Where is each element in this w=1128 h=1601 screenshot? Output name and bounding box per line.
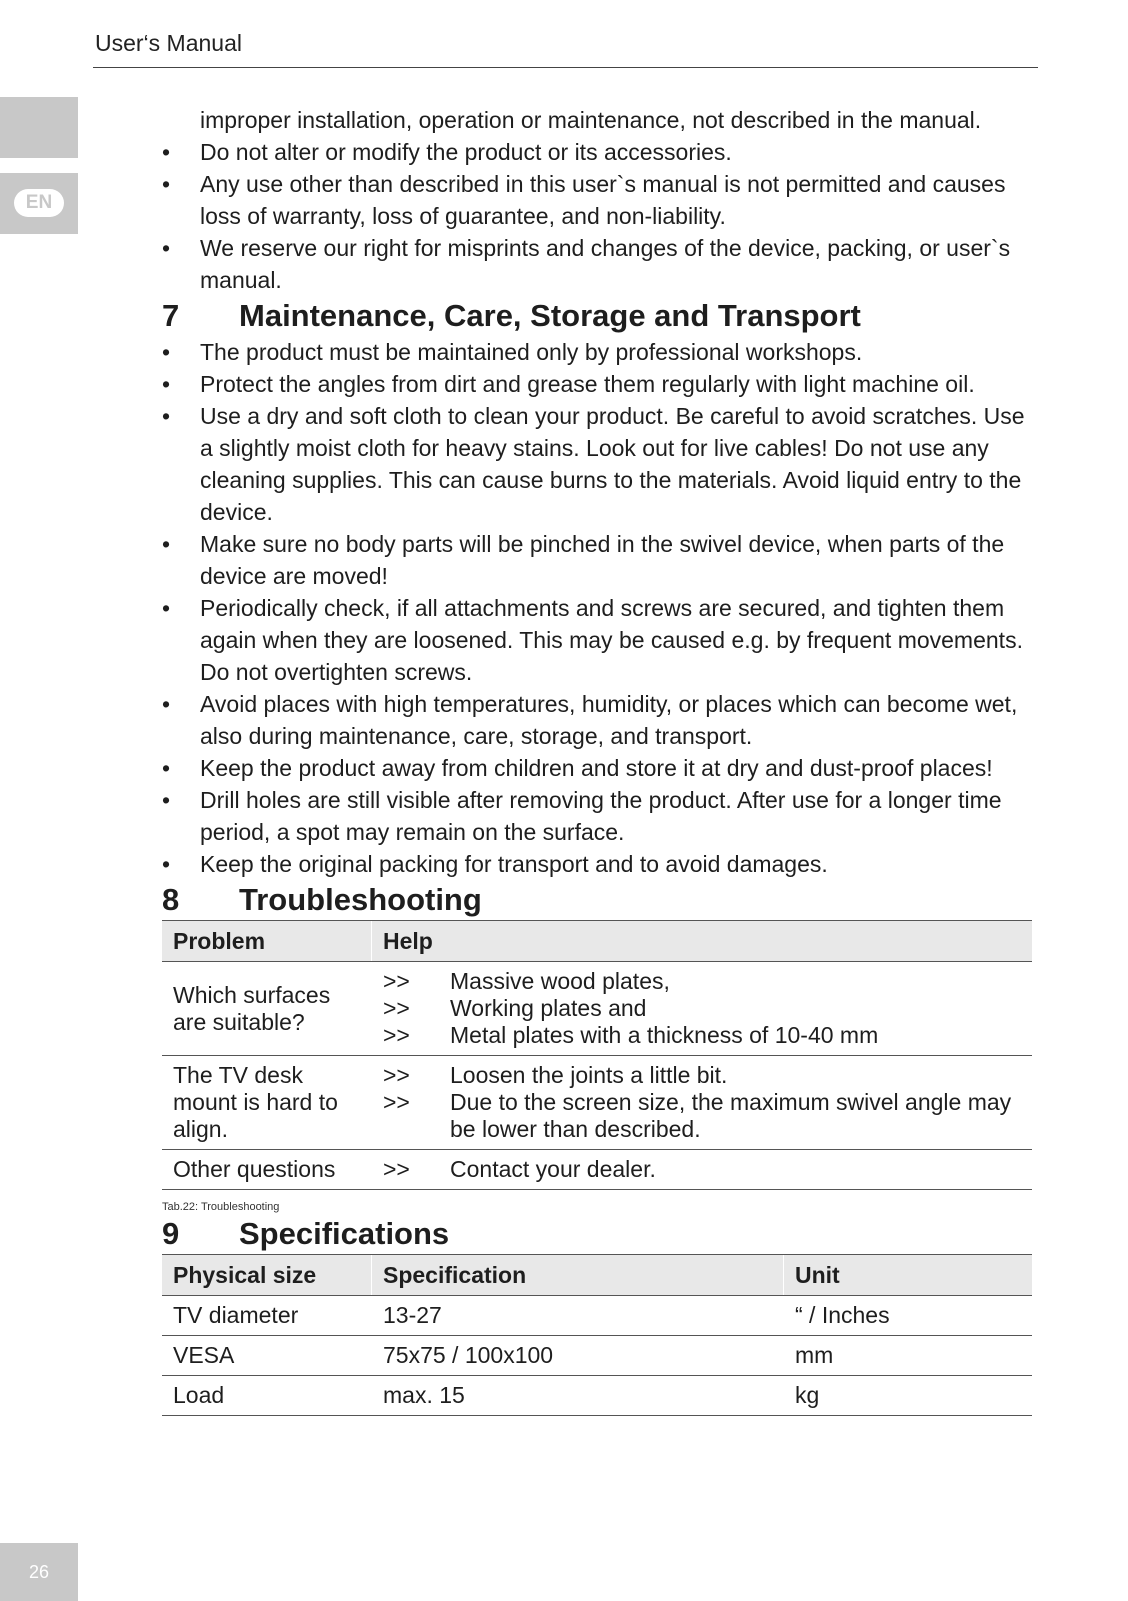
specifications-table — [162, 1254, 1032, 1416]
table-row — [162, 1336, 1032, 1376]
section-title: Maintenance, Care, Storage and Transport — [239, 298, 861, 333]
problem-cell: Which surfaces are suitable? — [162, 962, 372, 1056]
language-badge: EN — [14, 189, 64, 217]
table-row — [162, 1296, 1032, 1336]
page-number: 26 — [0, 1543, 78, 1601]
section-number: 8 — [162, 882, 180, 917]
spec-cell: TV diameter — [162, 1296, 372, 1336]
spec-cell: VESA — [162, 1336, 372, 1376]
section-8-heading — [162, 880, 1042, 920]
list-item: • Any use other than described in this user`s manual is not permitted and causes loss of warranty, loss of guarantee, and non-liability. — [162, 168, 1042, 232]
list-item: • Keep the product away from children and store it at dry and dust-proof places! — [162, 752, 1042, 784]
table-row — [162, 962, 1032, 1056]
list-item: • Make sure no body parts will be pinched in the swivel device, when parts of the device are moved! — [162, 528, 1042, 592]
help-arrow: >> — [383, 1156, 410, 1182]
help-arrow: >> — [383, 1089, 410, 1115]
table-row — [162, 1056, 1032, 1150]
column-header-help: Help — [372, 921, 1033, 962]
list-item: • The product must be maintained only by professional workshops. — [162, 336, 1042, 368]
help-line — [383, 1062, 1021, 1089]
list-item: • Periodically check, if all attachments and screws are secured, and tighten them again when they are loosened. This may be caused e.g. by frequent movements. Do not overtighten screws. — [162, 592, 1042, 688]
spec-cell: 75x75 / 100x100 — [372, 1336, 784, 1376]
help-line — [383, 995, 1021, 1022]
spec-cell: kg — [784, 1376, 1033, 1416]
problem-cell: Other questions — [162, 1150, 372, 1190]
help-arrow: >> — [383, 995, 410, 1021]
column-header-specification: Specification — [372, 1255, 784, 1296]
section-title: Troubleshooting — [239, 882, 482, 917]
help-line — [383, 1156, 1021, 1183]
spec-cell: Load — [162, 1376, 372, 1416]
section-9-heading — [162, 1214, 1042, 1254]
list-item: • Protect the angles from dirt and grease them regularly with light machine oil. — [162, 368, 1042, 400]
section-title: Specifications — [239, 1216, 450, 1251]
maintenance-list — [162, 336, 1042, 880]
help-cell — [372, 1150, 1033, 1190]
table-header-row — [162, 1255, 1032, 1296]
section-7-heading — [162, 296, 1042, 336]
spec-cell: max. 15 — [372, 1376, 784, 1416]
column-header-problem: Problem — [162, 921, 372, 962]
help-arrow: >> — [383, 1062, 410, 1088]
help-text: Due to the screen size, the maximum swivel angle may be lower than described. — [450, 1089, 1012, 1142]
table-row — [162, 1150, 1032, 1190]
table-header-row — [162, 921, 1032, 962]
list-item: • Keep the original packing for transport and to avoid damages. — [162, 848, 1042, 880]
help-text: Loosen the joints a little bit. — [450, 1062, 728, 1088]
side-tab — [0, 97, 78, 158]
help-text: Metal plates with a thickness of 10-40 mm — [450, 1022, 879, 1048]
list-item: improper installation, operation or maintenance, not described in the manual. — [200, 107, 982, 133]
help-line — [383, 1089, 1021, 1143]
help-line — [383, 1022, 1021, 1049]
spec-cell: 13-27 — [372, 1296, 784, 1336]
problem-cell: The TV desk mount is hard to align. — [162, 1056, 372, 1150]
page-content — [162, 104, 1042, 1416]
list-item: • Do not alter or modify the product or its accessories. — [162, 136, 1042, 168]
help-cell — [372, 1056, 1033, 1150]
help-line — [383, 968, 1021, 995]
help-text: Contact your dealer. — [450, 1156, 656, 1182]
spec-cell: mm — [784, 1336, 1033, 1376]
table-row — [162, 1376, 1032, 1416]
intro-list — [162, 104, 1042, 296]
help-text: Working plates and — [450, 995, 647, 1021]
column-header-unit: Unit — [784, 1255, 1033, 1296]
help-cell — [372, 962, 1033, 1056]
running-header: User‘s Manual — [95, 30, 242, 56]
list-item: • Avoid places with high temperatures, humidity, or places which can become wet, also during maintenance, care, storage, and transport. — [162, 688, 1042, 752]
list-item: • Drill holes are still visible after removing the product. After use for a longer time period, a spot may remain on the surface. — [162, 784, 1042, 848]
language-tab — [0, 173, 78, 234]
section-number: 9 — [162, 1216, 180, 1251]
troubleshooting-table — [162, 920, 1032, 1190]
help-text: Massive wood plates, — [450, 968, 670, 994]
spec-cell: “ / Inches — [784, 1296, 1033, 1336]
section-number: 7 — [162, 298, 180, 333]
column-header-physical-size: Physical size — [162, 1255, 372, 1296]
header-rule — [93, 67, 1038, 68]
list-item: • Use a dry and soft cloth to clean your product. Be careful to avoid scratches. Use a slightly moist cloth for heavy stains. Look out for live cables! Do not use any cleaning supplies. This can cause burns to the materials. Avoid liquid entry to the device. — [162, 400, 1042, 528]
list-item: • We reserve our right for misprints and changes of the device, packing, or user`s manual. — [162, 232, 1042, 296]
table-caption: Tab.22: Troubleshooting — [162, 1201, 280, 1213]
help-arrow: >> — [383, 968, 410, 994]
help-arrow: >> — [383, 1022, 410, 1048]
